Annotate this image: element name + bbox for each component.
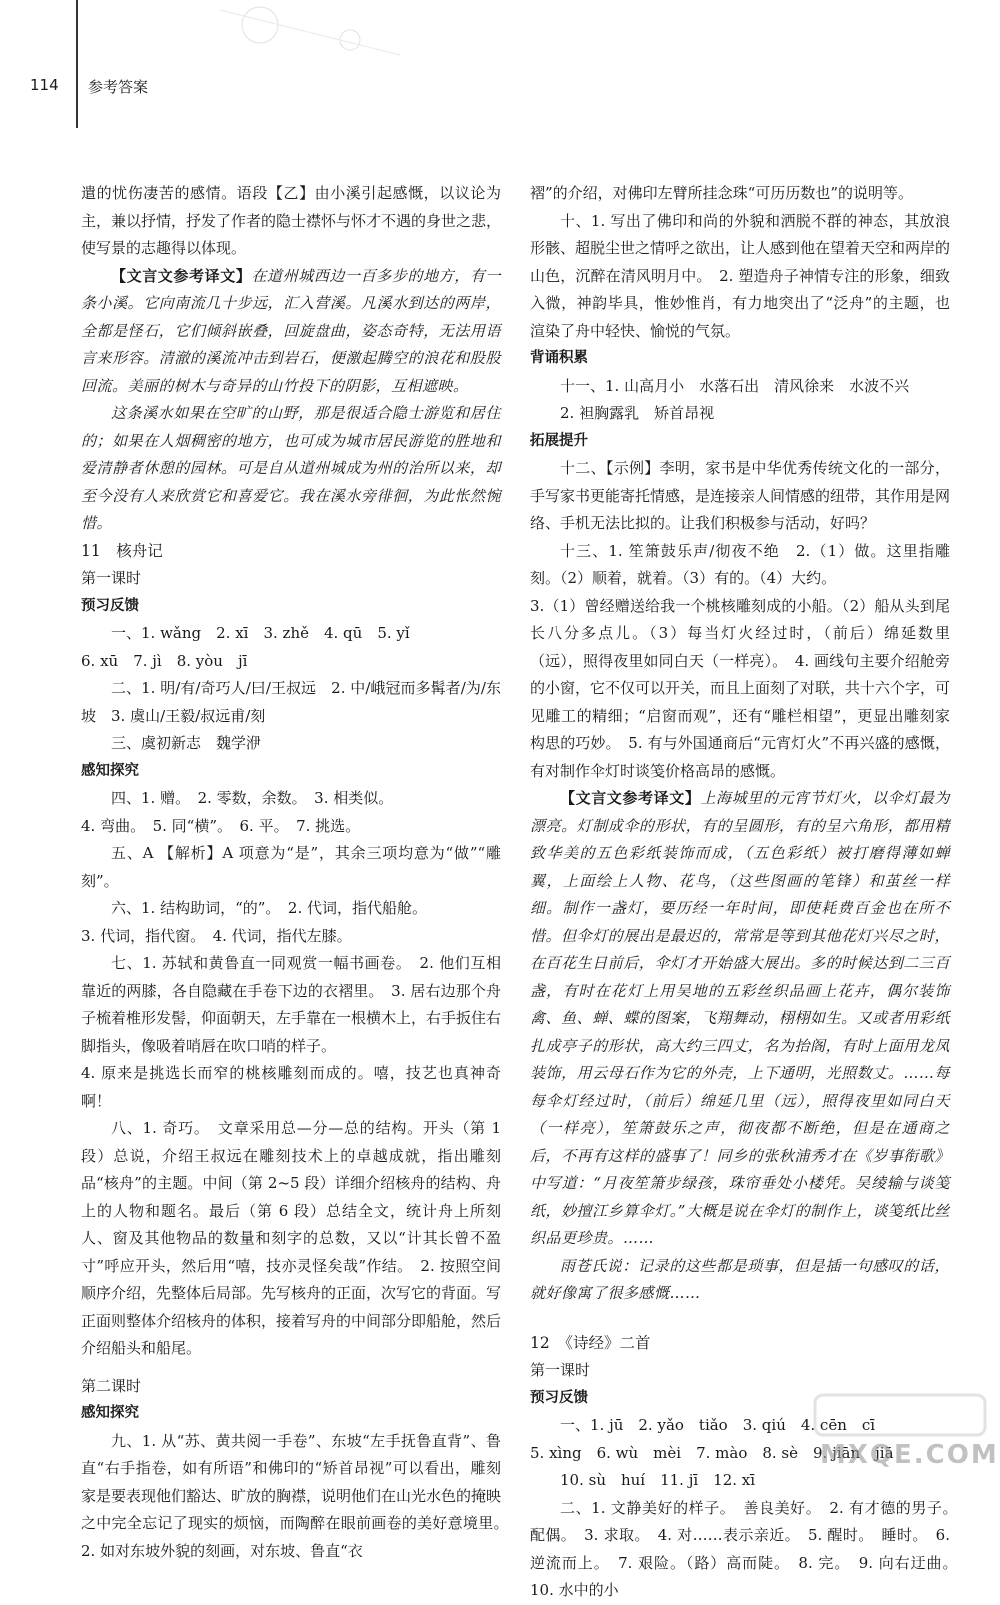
section-heading-explore-2: 感知探究 bbox=[81, 1405, 139, 1421]
answer-9-continued: 褶”的介绍，对佛印左臂所挂念珠“可历历数也”的说明等。 bbox=[530, 184, 914, 202]
answer-3: 三、虞初新志 魏学洢 bbox=[111, 734, 262, 752]
answer-7-4: 4. 原来是挑选长而窄的桃核雕刻而成的。嘻，技艺也真神奇啊！ bbox=[81, 1064, 501, 1110]
answer-10: 十、1. 写出了佛印和尚的外貌和洒脱不群的神态，其放浪形骸、超脱尘世之情呼之欲出，让人感到他在望着天空和两岸的山色，沉醉在清风明月中。 2. 塑造舟子神情专注的形象，细致入微，神韵毕具，惟妙惟肖，有力地突出了“泛舟”的主题，也渲染了舟中轻快、愉悦的气氛。 bbox=[530, 211, 951, 340]
answer-7: 七、1. 苏轼和黄鲁直一同观赏一幅书画卷。 2. 他们互相靠近的两膝，各自隐藏在手卷下边的衣褶里。 3. 居右边那个舟子梳着椎形发髻，仰面朝天，左手靠在一根横木上，右手扳住右脚指头，像吸着哨唇在吹口哨的样子。 bbox=[81, 954, 502, 1055]
section-heading-preview: 预习反馈 bbox=[81, 597, 139, 614]
translation-text-3: 上海城里的元宵节灯火，以伞灯最为漂亮。灯制成伞的形状，有的呈圆形，有的呈六角形，都用精致华美的五色彩纸装饰而成，（五色彩纸）被打磨得薄如蝉翼，上面绘上人物、花鸟，（这些图画的笔锋）和茧丝一样细。制作一盏灯，要历经一年时间，即使耗费百金也在所不惜。但伞灯的展出是最迟的，常常是等到其他花灯兴尽之时，在百花生日前后，伞灯才开始盛大展出。多的时候达到二三百盏，有时在花灯上用吴地的五彩丝织品画上花卉，偶尔装饰禽、鱼、蝉、蝶的图案，飞翔舞动，栩栩如生。又或者用彩纸扎成亭子的形状，高大约三四丈，名为抬阁，有时上面用龙凤装饰，用云母石作为它的外壳，上下通明，光照数丈。……每每伞灯经过时，（前后）绵延几里（远），照得夜里如同白天（一样亮），笙箫鼓乐之声，彻夜都不断绝，但是在通商之后，不再有这样的盛事了！同乡的张秋浦秀才在《岁事衔歌》中写道：“月夜笙箫步绿孩，珠帘垂处小楼凭。吴绫输与谈笺纸，妙擅江乡算伞灯。”大概是说在伞灯的制作上，谈笺纸比丝织品更珍贵。…… bbox=[530, 789, 950, 1247]
header-divider bbox=[76, 0, 78, 128]
section-heading-preview-2: 预习反馈 bbox=[530, 1389, 588, 1406]
section-heading-explore: 感知探究 bbox=[81, 762, 139, 779]
section-heading-recite: 背诵积累 bbox=[530, 350, 588, 366]
answer-4-line-1: 四、1. 赠。 2. 零数，余数。 3. 相类似。 bbox=[111, 789, 394, 807]
answer-2: 二、1. 明/有/奇巧人/曰/王叔远 2. 中/峨冠而多髯者/为/东坡 3. 虞山/王毅/叔远甫/刻 bbox=[81, 679, 501, 725]
l12-answer-2: 二、1. 文静美好的样子。 善良美好。 2. 有才德的男子。 配偶。 3. 求取。 4. 对……表示亲近。 5. 醒时。 睡时。 6. 逆流而上。 7. 艰险。（路）高而陡。 8. 完。 9. 向右迂曲。 10. 水中的小 bbox=[530, 1498, 966, 1599]
l12-answer-1-line-1: 一、1. jū 2. yǎo tiǎo 3. qiú 4. cēn cī bbox=[560, 1416, 876, 1434]
translation-ending: 雨苍氏说：记录的这些都是琐事，但是插一句感叹的话，就好像寓了很多感慨…… bbox=[530, 1256, 950, 1302]
answer-5: 五、A 【解析】A 项意为“是”，其余三项均意为“做”“雕刻”。 bbox=[81, 844, 501, 890]
translation-paragraph-3 bbox=[530, 785, 950, 1253]
answer-11-line-2: 2. 袒胸露乳 矫首昂视 bbox=[560, 404, 715, 422]
translation-paragraph-1 bbox=[81, 263, 501, 401]
page-number: 114 bbox=[30, 76, 59, 94]
answer-6-line-2: 3. 代词，指代窗。 4. 代词，指代左膝。 bbox=[81, 926, 352, 945]
left-column bbox=[81, 180, 517, 1565]
lesson-12-title: 12 《诗经》二首 bbox=[530, 1333, 651, 1352]
section-heading-extend: 拓展提升 bbox=[530, 432, 588, 449]
answer-1-line-1: 一、1. wǎng 2. xī 3. zhě 4. qū 5. yǐ bbox=[111, 624, 410, 642]
answer-4-line-2: 4. 弯曲。 5. 同“横”。 6. 平。 7. 挑选。 bbox=[81, 816, 361, 835]
answer-1-line-2: 6. xū 7. jì 8. yòu jī bbox=[81, 651, 248, 670]
translation-label-2: 【文言文参考译文】 bbox=[560, 789, 701, 807]
lesson-12-subtitle: 第一课时 bbox=[530, 1361, 591, 1379]
lesson-11-subtitle-2: 第二课时 bbox=[81, 1376, 142, 1395]
answer-13-3: 3.（1）曾经赠送给我一个桃核雕刻成的小船。（2）船从头到尾长八分多点儿。（3）每当灯火经过时，（前后）绵延数里（远），照得夜里如同白天（一样亮）。 4. 画线句主要介绍舱旁的小窗，它不仅可以开关，而且上面刻了对联，共十六个字，可见雕工的精细；“启窗而观”，还有“雕栏相望”，更显出雕刻家构思的巧妙。 5. 有与外国通商后“元宵灯火”不再兴盛的感慨，有对制作伞灯时谈笺价格高昂的感慨。 bbox=[530, 596, 951, 780]
l12-answer-1-line-3: 10. sù huí 11. jī 12. xī bbox=[560, 1471, 756, 1489]
answer-8: 八、1. 奇巧。 文章采用总—分—总的结构。开头（第 1 段）总说，介绍王叔远在雕刻技术上的卓越成就，指出雕刻品“核舟”的主题。中间（第 2~5 段）详细介绍核舟的结构、舟上的人物和题名。最后（第 6 段）总结全文，统计舟上所刻人、窗及其他物品的数量和刻字的总数，又以“计其长曾不盈寸”呼应开头，然后用“嘻，技亦灵怪矣哉”作结。 2. 按照空间顺序介绍，先整体后局部。先写核舟的正面，次写它的背面。写正面则整体介绍核舟的体积，接着写舟的中间部分即船舱，然后介绍船头和船尾。 bbox=[81, 1119, 502, 1357]
lesson-11-subtitle: 第一课时 bbox=[81, 569, 142, 587]
answer-11-line-1: 十一、1. 山高月小 水落石出 清风徐来 水波不兴 bbox=[560, 376, 910, 395]
answer-12: 十二、【示例】李明，家书是中华优秀传统文化的一部分，手写家书更能寄托情感，是连接亲人间情感的纽带，其作用是网络、手机无法比拟的。让我们积极参与活动，好吗？ bbox=[530, 459, 951, 532]
l12-answer-1-line-2: 5. xìng 6. wù mèi 7. mào 8. sè 9. jiān jiā bbox=[530, 1443, 894, 1462]
answer-13: 十三、1. 笙箫鼓乐声/彻夜不绝 2.（1）做。这里指雕刻。（2）顺着，就着。（3）有的。（4）大约。 bbox=[530, 541, 950, 587]
translation-text-1: 在道州城西边一百多步的地方，有一条小溪。它向南流几十步远，汇入营溪。凡溪水到达的两岸，全都是怪石，它们倾斜嵌叠，回旋盘曲，姿态奇特，无法用语言来形容。清澈的溪流冲击到岩石，便激起腾空的浪花和股股回流。美丽的树木与奇异的山竹投下的阴影，互相遮映。 bbox=[81, 266, 501, 395]
translation-paragraph-2: 这条溪水如果在空旷的山野，那是很适合隐士游览和居住的；如果在人烟稠密的地方，也可成为城市居民游览的胜地和爱清静者休憩的园林。可是自从道州城成为州的治所以来，却至今没有人来欣赏它和喜爱它。我在溪水旁徘徊，为此怅然惋惜。 bbox=[81, 404, 501, 532]
page-header-title: 参考答案 bbox=[88, 78, 149, 96]
answer-9: 九、1. 从“苏、黄共阅一手卷”、东坡“左手抚鲁直背”、鲁直“右手指卷，如有所语”和佛印的“矫首昂视”可以看出，雕刻家是要表现他们豁达、旷放的胸襟，说明他们在山光水色的掩映之中完全忘记了现实的烦恼，而陶醉在眼前画卷的美好意境里。 2. 如对东坡外貌的刻画，对东坡、鲁直“衣 bbox=[81, 1431, 517, 1560]
lesson-11-title: 11 核舟记 bbox=[81, 541, 163, 560]
header-decoration-graphic bbox=[140, 0, 440, 70]
intro-paragraph: 遣的忧伤凄苦的感情。语段【乙】由小溪引起感慨，以议论为主，兼以抒情，抒发了作者的隐士襟怀与怀才不遇的身世之悲，使写景的志趣得以体现。 bbox=[81, 184, 502, 257]
watermark-text: MXQE.COM bbox=[820, 1440, 999, 1470]
answer-6-line-1: 六、1. 结构助词，“的”。 2. 代词，指代船舱。 bbox=[111, 899, 427, 917]
translation-label: 【文言文参考译文】 bbox=[111, 266, 252, 285]
